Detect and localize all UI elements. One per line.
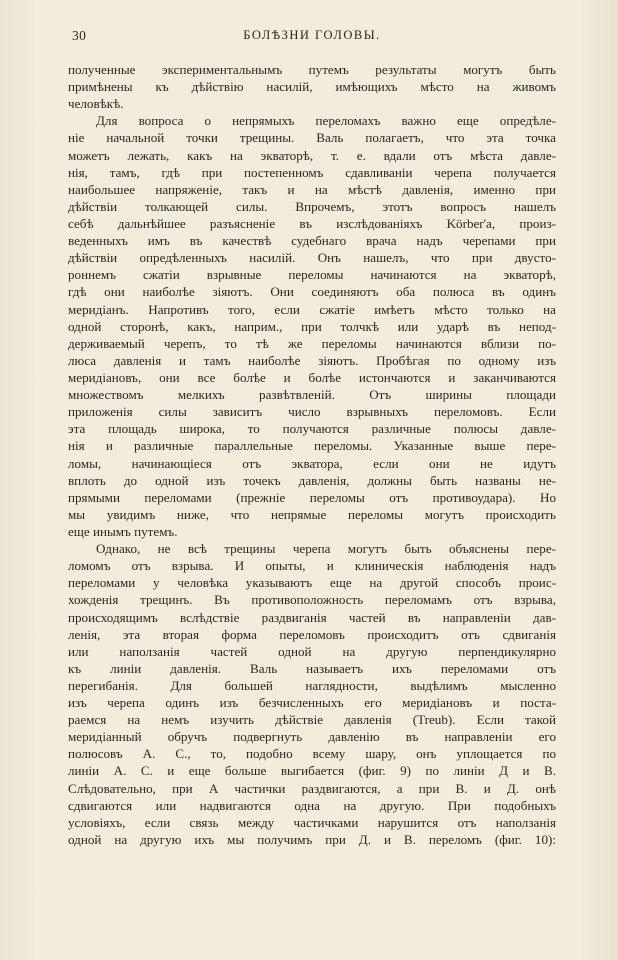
text-line: переломами у человѣка указываютъ еще на другой способъ проис- (68, 575, 556, 591)
text-line: происходящимъ вслѣдствіе раздвиганія частей въ направленіи дав- (68, 609, 556, 625)
text-line: эта площадь широка, то получаются различные полюсы давле- (68, 421, 556, 437)
text-line: примѣнены къ дѣйствію насилій, имѣющихъ мѣсто на живомъ (68, 79, 556, 95)
text-line: еще инымъ путемъ. (68, 523, 178, 539)
text-line: держиваемый черепъ, то тѣ же переломы начинаются вблизи по- (68, 335, 556, 351)
page-header (72, 28, 552, 48)
text-line: множествомъ мелкихъ развѣтвленій. Отъ ширины площади (68, 387, 556, 403)
text-line: наибольшее напряженіе, такъ и на мѣстѣ давленія, именно при (68, 181, 556, 197)
text-line: полученные экспериментальнымъ путемъ результаты могутъ быть (68, 62, 556, 77)
text-line: себѣ дальнѣйшее разъясненіе въ изслѣдованіяхъ Körber'a, произ- (68, 215, 556, 231)
text-line: гдѣ они наиболѣе зіяютъ. Они соединяютъ оба полюса въ одинъ (68, 284, 556, 300)
text-line: ломомъ отъ взрыва. И опыты, и клиническія наблюденія надъ (68, 558, 556, 574)
text-line: изъ черепа одинъ изъ безчисленныхъ его меридіановъ и поста- (68, 695, 556, 711)
text-line: нія, тамъ, гдѣ при постепенномъ сдавливаніи черепа получается (68, 164, 556, 180)
text-line: меридіанный обручъ подвергнуть давленію въ направленіи его (68, 729, 556, 745)
running-title: БОЛѢЗНИ ГОЛОВЫ. (243, 28, 381, 42)
text-line: дѣйствіи опредѣленныхъ насилій. Онъ нашелъ, что при двусто- (68, 250, 556, 266)
text-line: Для вопроса о непрямыхъ переломахъ важно еще опредѣле- (96, 113, 556, 129)
text-line: можетъ лежать, какъ на экваторѣ, т. е. вдали отъ мѣста давле- (68, 147, 556, 163)
text-line: полюсовъ А. С., то, подобно всему шару, онъ уплощается по (68, 746, 556, 762)
text-line: мы увидимъ ниже, что непрямые переломы могутъ происходить (68, 506, 556, 522)
text-line: или наползанія частей одной на другую перпендикулярно (68, 643, 556, 659)
text-line: веденныхъ имъ въ качествѣ судебнаго врача надъ черепами при (68, 233, 556, 249)
text-line: нія и различные параллельные переломы. Указанные выше пере- (68, 438, 556, 454)
text-line: Однако, не всѣ трещины черепа могутъ быть объяснены пере- (96, 541, 556, 557)
text-line: человѣкѣ. (68, 96, 124, 112)
text-line: роннемъ сжатіи взрывные переломы начинаются на экваторѣ, (68, 267, 556, 283)
text-line: къ линіи давленія. Валь называетъ ихъ переломами отъ (68, 660, 556, 676)
text-line: одной сторонѣ, какъ, наприм., при толчкѣ или ударѣ въ непод- (68, 318, 556, 334)
text-line: условіяхъ, если связь между частичками нарушится отъ наползанія (68, 814, 556, 830)
text-line: меридіановъ, они все болѣе и болѣе истончаются и заканчиваются (68, 369, 556, 385)
text-line: Слѣдовательно, при А частички раздвигаются, а при В. и Д. онѣ (68, 780, 556, 796)
text-line: ленія, эта вторая форма переломовъ происходитъ отъ сдвиганія (68, 626, 556, 642)
text-line: линіи А. С. и еще больше выгибается (фиг. 9) по линіи Д и В. (68, 763, 556, 779)
text-line: раемся на немъ изучить дѣйствіе давленія (Treub). Если такой (68, 712, 556, 728)
body-text (68, 61, 556, 848)
text-line: дѣйствіи толкающей силы. Впрочемъ, этотъ вопросъ нашелъ (68, 198, 556, 214)
text-line: хожденія трещинъ. Въ противоположность переломамъ отъ взрыва, (68, 592, 556, 608)
text-line: люса давленія и тамъ наиболѣе зіяютъ. Пробѣгая по одному изъ (68, 352, 556, 368)
text-line: ломы, начинающіеся отъ экватора, если они не идутъ (68, 455, 556, 471)
text-line: ніе начальной точки трещины. Валь полагаетъ, что эта точка (68, 130, 556, 146)
text-line: меридіанъ. Напротивъ того, если сжатіе имѣетъ мѣсто только на (68, 301, 556, 317)
text-line: сдвигаются или надвигаются одна на другую. При подобныхъ (68, 797, 556, 813)
text-line: одной на другую ихъ мы получимъ при Д. и В. переломъ (фиг. 10): (68, 831, 556, 847)
text-line: вплоть до одной изъ точекъ давленія, должны быть названы не- (68, 472, 556, 488)
text-line: прямыми переломами (прежніе переломы отъ противоудара). Но (68, 489, 556, 505)
page-number: 30 (72, 28, 87, 43)
text-line: приложенія силы зависитъ число взрывныхъ переломовъ. Если (68, 404, 556, 420)
text-line: перегибанія. Для большей наглядности, выдѣлимъ мысленно (68, 677, 556, 693)
